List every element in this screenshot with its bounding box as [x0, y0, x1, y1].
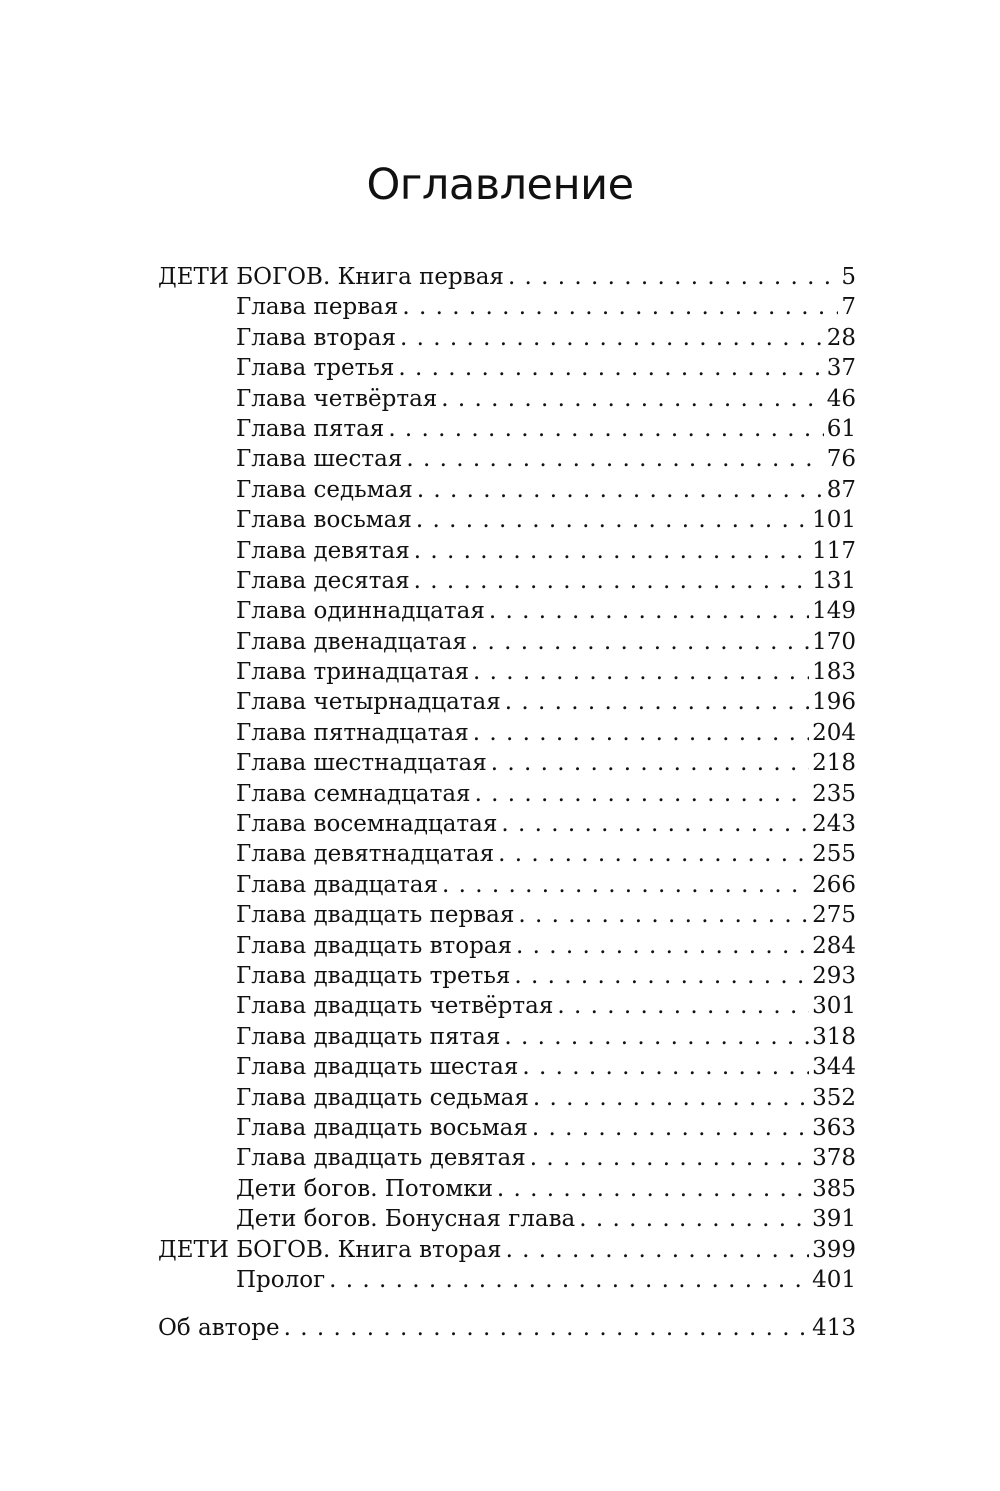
- toc-entry-chapter[interactable]: [158, 1113, 856, 1143]
- toc-entry-chapter[interactable]: [158, 1204, 856, 1234]
- entry-label: Глава седьмая: [236, 476, 413, 503]
- entry-label: Глава первая: [236, 294, 399, 321]
- toc-entry-chapter[interactable]: [158, 931, 856, 961]
- entry-page: 101: [812, 507, 856, 534]
- dot-leader: [475, 779, 810, 809]
- toc-entry-chapter[interactable]: [158, 809, 856, 839]
- entry-label: Дети богов. Бонусная глава: [236, 1206, 576, 1233]
- toc-entry-chapter[interactable]: [158, 1174, 856, 1204]
- toc-entry-chapter[interactable]: [158, 1083, 856, 1113]
- entry-label: Глава десятая: [236, 567, 410, 594]
- entry-label: Глава восьмая: [236, 507, 412, 534]
- entry-page: 7: [841, 294, 856, 321]
- entry-page: 293: [812, 962, 856, 989]
- entry-label: Глава двенадцатая: [236, 628, 467, 655]
- toc-entry-book1[interactable]: [158, 262, 856, 292]
- toc-entry-chapter[interactable]: [158, 505, 856, 535]
- dot-leader: [402, 292, 838, 322]
- dot-leader: [441, 384, 823, 414]
- entry-page: 391: [812, 1206, 856, 1233]
- entry-label: Глава вторая: [236, 324, 396, 351]
- entry-label: Глава двадцать третья: [236, 962, 511, 989]
- dot-leader: [473, 718, 809, 748]
- dot-leader: [522, 1052, 809, 1082]
- dot-leader: [579, 1204, 809, 1234]
- toc-entry-chapter[interactable]: [158, 870, 856, 900]
- entry-label: Глава двадцать шестая: [236, 1054, 519, 1081]
- entry-label: Об авторе: [158, 1315, 280, 1342]
- toc-entry-chapter[interactable]: [158, 1022, 856, 1052]
- toc-entry-chapter[interactable]: [158, 991, 856, 1021]
- dot-leader: [533, 1083, 809, 1113]
- entry-label: Дети богов. Потомки: [236, 1175, 493, 1202]
- toc-entry-chapter[interactable]: [158, 292, 856, 322]
- entry-label: Глава четырнадцатая: [236, 689, 501, 716]
- entry-page: 284: [812, 932, 856, 959]
- toc-entry-chapter[interactable]: [158, 627, 856, 657]
- entry-label: Глава девятая: [236, 537, 410, 564]
- entry-label: Глава четвёртая: [236, 385, 438, 412]
- entry-page: 363: [812, 1114, 856, 1141]
- entry-label: Глава семнадцатая: [236, 780, 471, 807]
- entry-page: 37: [826, 355, 856, 382]
- entry-page: 318: [812, 1023, 856, 1050]
- toc-entry-chapter[interactable]: [158, 566, 856, 596]
- entry-page: 275: [812, 902, 856, 929]
- entry-page: 266: [812, 871, 856, 898]
- entry-label: Глава двадцать пятая: [236, 1023, 501, 1050]
- entry-label: Глава двадцать первая: [236, 902, 515, 929]
- entry-page: 344: [812, 1054, 856, 1081]
- dot-leader: [406, 444, 823, 474]
- table-of-contents: [158, 262, 856, 1344]
- dot-leader: [557, 991, 809, 1021]
- entry-label: Глава пятнадцатая: [236, 719, 469, 746]
- entry-page: 131: [812, 567, 856, 594]
- entry-label: Глава пятая: [236, 415, 385, 442]
- dot-leader: [398, 353, 823, 383]
- dot-leader: [505, 687, 809, 717]
- dot-leader: [400, 323, 824, 353]
- toc-entry-chapter[interactable]: [158, 414, 856, 444]
- entry-label: Глава третья: [236, 355, 395, 382]
- entry-label: Глава шестая: [236, 446, 403, 473]
- toc-entry-chapter[interactable]: [158, 596, 856, 626]
- page-title: Оглавление: [366, 160, 634, 210]
- dot-leader: [414, 566, 809, 596]
- entry-page: 61: [826, 415, 856, 442]
- toc-entry-chapter[interactable]: [158, 657, 856, 687]
- dot-leader: [417, 475, 824, 505]
- toc-entry-chapter[interactable]: [158, 323, 856, 353]
- toc-entry-chapter[interactable]: [158, 748, 856, 778]
- toc-entry-chapter[interactable]: [158, 779, 856, 809]
- dot-leader: [518, 900, 809, 930]
- toc-entry-chapter[interactable]: [158, 687, 856, 717]
- entry-page: 76: [826, 446, 856, 473]
- entry-page: 170: [812, 628, 856, 655]
- dot-leader: [514, 961, 809, 991]
- toc-entry-book2[interactable]: [158, 1235, 856, 1265]
- dot-leader: [416, 505, 809, 535]
- entry-page: 401: [812, 1266, 856, 1293]
- dot-leader: [414, 536, 809, 566]
- dot-leader: [471, 627, 809, 657]
- entry-page: 204: [812, 719, 856, 746]
- dot-leader: [516, 931, 809, 961]
- dot-leader: [473, 657, 809, 687]
- dot-leader: [498, 839, 809, 869]
- entry-page: 5: [841, 264, 856, 290]
- entry-label: Глава двадцать девятая: [236, 1145, 526, 1172]
- entry-page: 28: [826, 324, 856, 351]
- dot-leader: [497, 1174, 809, 1204]
- entry-page: 149: [812, 598, 856, 625]
- entry-label: ДЕТИ БОГОВ. Книга первая: [158, 264, 504, 290]
- entry-label: Пролог: [236, 1266, 326, 1293]
- entry-page: 413: [812, 1315, 856, 1342]
- toc-entry-chapter[interactable]: [158, 961, 856, 991]
- entry-label: ДЕТИ БОГОВ. Книга вторая: [158, 1236, 502, 1263]
- toc-entry-chapter[interactable]: [158, 536, 856, 566]
- book1-chapter-list: [158, 292, 856, 1234]
- toc-entry-chapter[interactable]: [158, 353, 856, 383]
- entry-page: 87: [826, 476, 856, 503]
- dot-leader: [530, 1143, 809, 1173]
- dot-leader: [506, 1235, 810, 1265]
- entry-page: 385: [812, 1175, 856, 1202]
- section-gap: [158, 1295, 856, 1313]
- entry-page: 301: [812, 993, 856, 1020]
- dot-leader: [442, 870, 809, 900]
- entry-page: 399: [812, 1236, 856, 1263]
- toc-entry-chapter[interactable]: [158, 1143, 856, 1173]
- dot-leader: [388, 414, 823, 444]
- entry-page: 183: [812, 659, 856, 686]
- entry-label: Глава двадцать седьмая: [236, 1084, 529, 1111]
- entry-page: 243: [812, 811, 856, 838]
- dot-leader: [532, 1113, 809, 1143]
- entry-label: Глава двадцать восьмая: [236, 1114, 528, 1141]
- entry-label: Глава девятнадцатая: [236, 841, 495, 868]
- entry-page: 218: [812, 750, 856, 777]
- dot-leader: [491, 748, 809, 778]
- entry-page: 46: [826, 385, 856, 412]
- entry-label: Глава двадцать четвёртая: [236, 993, 554, 1020]
- dot-leader: [284, 1313, 810, 1343]
- toc-entry-chapter[interactable]: [158, 1265, 856, 1295]
- dot-leader: [504, 1022, 809, 1052]
- entry-page: 196: [812, 689, 856, 716]
- toc-entry-chapter[interactable]: [158, 384, 856, 414]
- dot-leader: [329, 1265, 809, 1295]
- toc-entry-chapter[interactable]: [158, 475, 856, 505]
- entry-page: 378: [812, 1145, 856, 1172]
- toc-entry-chapter[interactable]: [158, 718, 856, 748]
- toc-entry-chapter[interactable]: [158, 1052, 856, 1082]
- toc-entry-chapter[interactable]: [158, 900, 856, 930]
- book2-chapter-list: [158, 1265, 856, 1295]
- dot-leader: [501, 809, 809, 839]
- entry-label: Глава тринадцатая: [236, 659, 469, 686]
- entry-page: 255: [812, 841, 856, 868]
- entry-label: Глава шестнадцатая: [236, 750, 487, 777]
- dot-leader: [508, 262, 838, 292]
- toc-entry-chapter[interactable]: [158, 444, 856, 474]
- toc-entry-about-author[interactable]: [158, 1313, 856, 1343]
- entry-page: 352: [812, 1084, 856, 1111]
- toc-entry-chapter[interactable]: [158, 839, 856, 869]
- entry-label: Глава одиннадцатая: [236, 598, 485, 625]
- entry-label: Глава двадцать вторая: [236, 932, 513, 959]
- entry-page: 117: [812, 537, 856, 564]
- entry-page: 235: [812, 780, 856, 807]
- entry-label: Глава восемнадцатая: [236, 811, 498, 838]
- entry-label: Глава двадцатая: [236, 871, 438, 898]
- dot-leader: [489, 596, 809, 626]
